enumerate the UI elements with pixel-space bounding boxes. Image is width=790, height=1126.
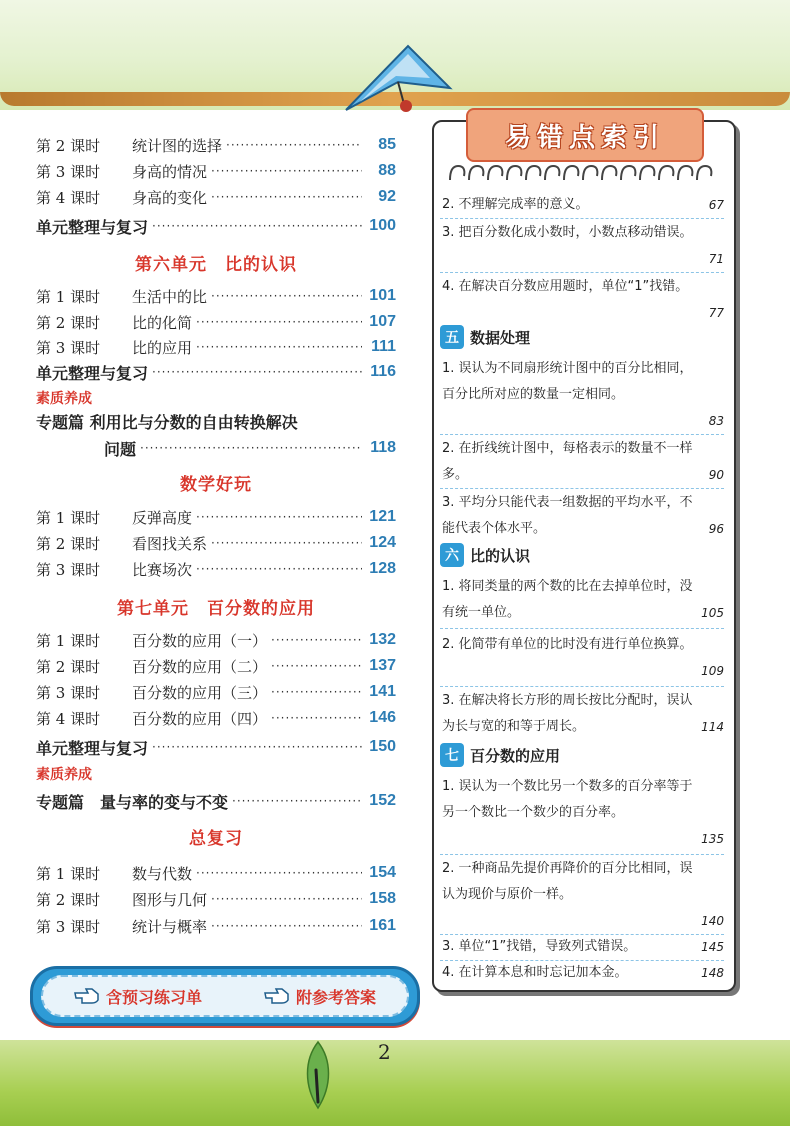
notebook-coils-icon bbox=[440, 160, 730, 188]
index-item[interactable]: 3. 把百分数化成小数时，小数点移动错误。 71 bbox=[442, 225, 724, 266]
toc-row[interactable]: 第 1 课时 数与代数 ····· 154 bbox=[36, 861, 396, 885]
index-item[interactable]: 4. 在解决百分数应用题时，单位“1”找错。 77 bbox=[442, 279, 724, 320]
toc-row[interactable]: 第 2 课时 图形与几何 ····· 158 bbox=[36, 887, 396, 911]
page-number: 2 bbox=[378, 1040, 391, 1064]
supplement-banner bbox=[30, 966, 420, 1026]
toc-row-topic[interactable]: 专题篇 量与率的变与不变 ····· 152 bbox=[36, 789, 396, 813]
index-section-5: 五 数据处理 bbox=[440, 324, 530, 350]
toc-row[interactable]: 第 1 课时 百分数的应用（一） ····· 132 bbox=[36, 628, 396, 652]
index-item[interactable]: 2. 一种商品先提价再降价的百分比相同，误认为现价与原价一样。 140 bbox=[442, 861, 724, 928]
index-title: 易错点索引 bbox=[504, 122, 665, 153]
unit-heading: 总复习 bbox=[189, 829, 243, 849]
answer-key-label: 附参考答案 bbox=[264, 985, 376, 1008]
index-item[interactable]: 2. 不理解完成率的意义。 67 bbox=[442, 197, 724, 212]
toc-row[interactable]: 第 4 课时 身高的变化 ····· 92 bbox=[36, 185, 396, 209]
index-section-7: 七 百分数的应用 bbox=[440, 742, 560, 768]
toc-row[interactable]: 第 2 课时 百分数的应用（二） ····· 137 bbox=[36, 654, 396, 678]
toc-row[interactable]: 第 2 课时 统计图的选择 ····· 85 bbox=[36, 133, 396, 157]
toc-row[interactable]: 第 1 课时 生活中的比 ····· 101 bbox=[36, 284, 396, 308]
pointing-hand-icon bbox=[264, 988, 290, 1004]
index-item[interactable]: 4. 在计算本息和时忘记加本金。 148 bbox=[442, 965, 724, 980]
toc-row[interactable]: 第 3 课时 比的应用 ····· 111 bbox=[36, 335, 396, 359]
index-item[interactable]: 3. 单位“1”找错，导致列式错误。 145 bbox=[442, 939, 724, 954]
toc-row[interactable]: 第 3 课时 统计与概率 ····· 161 bbox=[36, 914, 396, 938]
pointing-hand-icon bbox=[74, 988, 100, 1004]
index-item[interactable]: 1. 误认为一个数比另一个数多的百分率等于另一个数比一个数少的百分率。 135 bbox=[442, 779, 724, 846]
section-tag: 素质养成 bbox=[36, 767, 92, 783]
preview-worksheet-label: 含预习练习单 bbox=[74, 985, 202, 1008]
toc-row-review[interactable]: 单元整理与复习 ····· 116 bbox=[36, 360, 396, 384]
index-item[interactable]: 2. 化简带有单位的比时没有进行单位换算。 109 bbox=[442, 637, 724, 678]
index-item[interactable]: 3. 在解决将长方形的周长按比分配时，误认为长与宽的和等于周长。 114 bbox=[442, 693, 724, 734]
index-item[interactable]: 2. 在折线统计图中，每格表示的数量不一样多。 90 bbox=[442, 441, 724, 482]
toc-row-review[interactable]: 单元整理与复习 ····· 100 bbox=[36, 214, 396, 238]
toc-row[interactable]: 第 3 课时 身高的情况 ····· 88 bbox=[36, 159, 396, 183]
unit-heading: 第七单元 百分数的应用 bbox=[117, 599, 315, 619]
bottom-decoration bbox=[0, 1040, 790, 1126]
toc-row[interactable]: 第 1 课时 反弹高度 ····· 121 bbox=[36, 505, 396, 529]
unit-heading: 数学好玩 bbox=[180, 475, 252, 495]
toc-row[interactable]: 第 3 课时 百分数的应用（三） ····· 141 bbox=[36, 680, 396, 704]
section-tag: 素质养成 bbox=[36, 391, 92, 407]
toc-row[interactable]: 第 4 课时 百分数的应用（四） ····· 146 bbox=[36, 706, 396, 730]
toc-row[interactable]: 第 2 课时 比的化简 ····· 107 bbox=[36, 310, 396, 334]
hang-glider-icon bbox=[338, 40, 458, 120]
index-title-box bbox=[466, 108, 704, 162]
topic-title: 专题篇 利用比与分数的自由转换解决 bbox=[36, 413, 298, 432]
index-item[interactable]: 3. 平均分只能代表一组数据的平均水平，不能代表个体水平。 96 bbox=[442, 495, 724, 536]
toc-row[interactable]: 第 2 课时 看图找关系 ····· 124 bbox=[36, 531, 396, 555]
index-section-6: 六 比的认识 bbox=[440, 542, 530, 568]
leaf-icon bbox=[300, 1040, 336, 1110]
index-item[interactable]: 1. 误认为不同扇形统计图中的百分比相同，百分比所对应的数量一定相同。 83 bbox=[442, 361, 724, 428]
unit-heading: 第六单元 比的认识 bbox=[135, 255, 297, 275]
toc-row-topic[interactable]: 问题 ····· 118 bbox=[36, 436, 396, 460]
index-item[interactable]: 1. 将同类量的两个数的比在去掉单位时，没有统一单位。 105 bbox=[442, 579, 724, 620]
toc-row[interactable]: 第 3 课时 比赛场次 ····· 128 bbox=[36, 557, 396, 581]
toc-row-review[interactable]: 单元整理与复习 ····· 150 bbox=[36, 735, 396, 759]
